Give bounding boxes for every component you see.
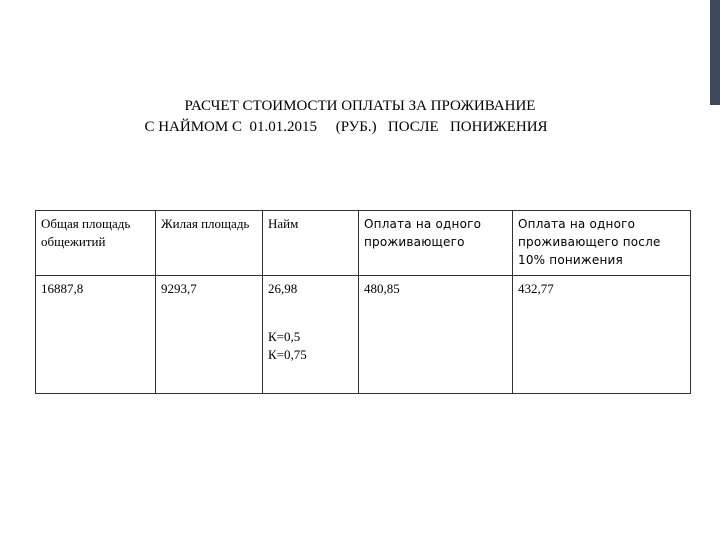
page-title	[0, 96, 720, 138]
coefficient-2: К=0,75	[268, 347, 307, 362]
title-line-1: РАСЧЕТ СТОИМОСТИ ОПЛАТЫ ЗА ПРОЖИВАНИЕ	[184, 98, 536, 114]
accent-bar	[710, 0, 720, 105]
table-row	[36, 276, 691, 394]
cell-total-area: 16887,8	[36, 276, 156, 394]
cell-payment-per-resident: 480,85	[359, 276, 513, 394]
rent-value: 26,98	[268, 281, 298, 296]
coefficients	[268, 328, 354, 364]
cost-table	[35, 210, 691, 394]
cell-living-area: 9293,7	[156, 276, 263, 394]
cell-payment-after-reduction: 432,77	[513, 276, 691, 394]
header-total-area: Общая площадь общежитий	[36, 211, 156, 276]
title-line-2: С НАЙМОМ С 01.01.2015 (РУБ.) ПОСЛЕ ПОНИЖЕНИЯ	[144, 119, 548, 135]
header-payment-per-resident: Оплата на одного проживающего	[359, 211, 513, 276]
cell-rent	[263, 276, 359, 394]
header-living-area: Жилая площадь	[156, 211, 263, 276]
header-payment-after-reduction: Оплата на одного проживающего после 10% понижения	[513, 211, 691, 276]
header-rent: Найм	[263, 211, 359, 276]
coefficient-1: К=0,5	[268, 329, 301, 344]
table-header-row	[36, 211, 691, 276]
